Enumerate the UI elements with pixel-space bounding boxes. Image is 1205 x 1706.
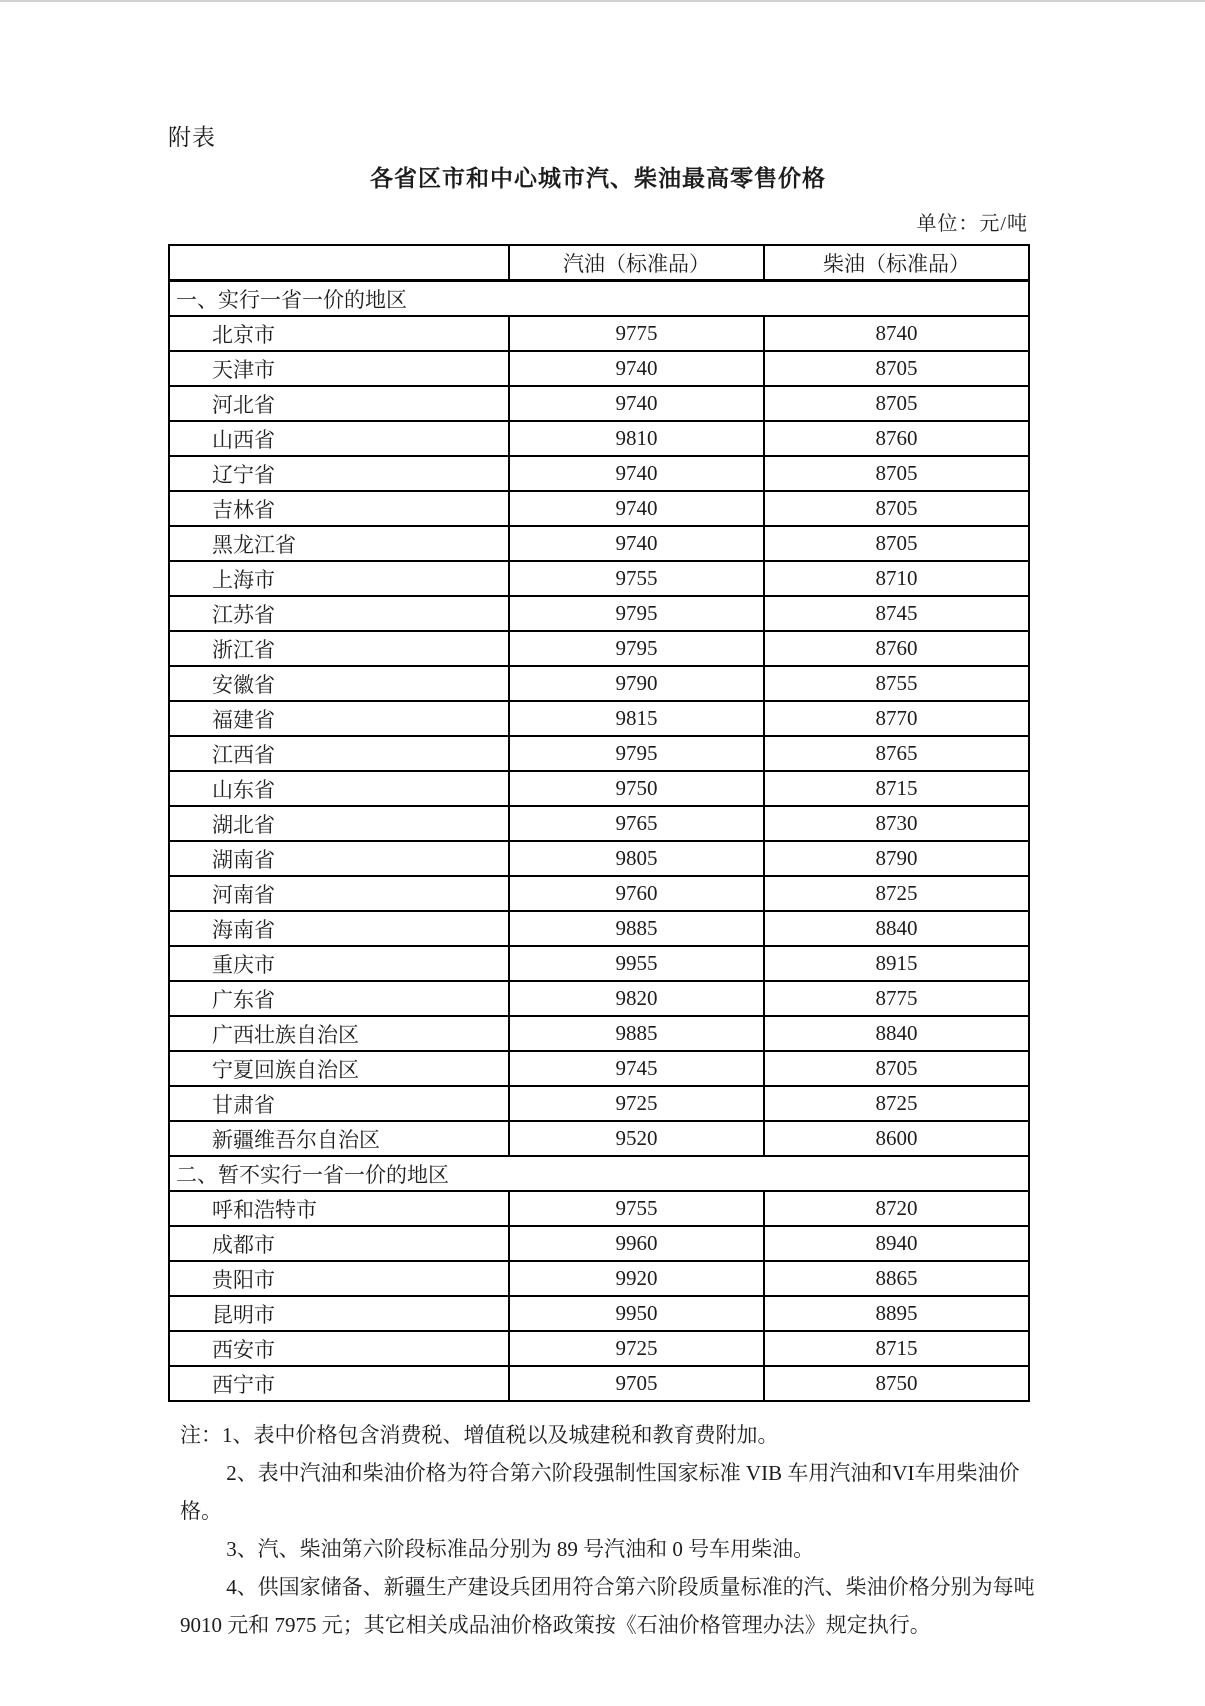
- table-row: [169, 1121, 1029, 1156]
- table-row: [169, 1016, 1029, 1051]
- region-cell: 西宁市: [169, 1366, 509, 1401]
- region-cell: 江西省: [169, 736, 509, 771]
- diesel-price-cell: 8840: [764, 1016, 1029, 1051]
- gasoline-price-cell: 9960: [509, 1226, 764, 1261]
- table-row: [169, 981, 1029, 1016]
- table-row: [169, 1296, 1029, 1331]
- table-row: [169, 1331, 1029, 1366]
- region-cell: 广东省: [169, 981, 509, 1016]
- gasoline-price-cell: 9920: [509, 1261, 764, 1296]
- document-content: [168, 2, 1035, 1644]
- table-row: [169, 596, 1029, 631]
- gasoline-price-cell: 9795: [509, 596, 764, 631]
- notes-section: [168, 1416, 1046, 1644]
- diesel-price-cell: 8765: [764, 736, 1029, 771]
- header-region: [169, 245, 509, 281]
- gasoline-price-cell: 9725: [509, 1331, 764, 1366]
- table-row: [169, 946, 1029, 981]
- table-row: [169, 876, 1029, 911]
- table-row: [169, 631, 1029, 666]
- diesel-price-cell: 8840: [764, 911, 1029, 946]
- region-cell: 西安市: [169, 1331, 509, 1366]
- table-row: [169, 351, 1029, 386]
- diesel-price-cell: 8710: [764, 561, 1029, 596]
- gasoline-price-cell: 9740: [509, 351, 764, 386]
- diesel-price-cell: 8740: [764, 316, 1029, 351]
- note-paragraph: 2、表中汽油和柴油价格为符合第六阶段强制性国家标准 VIB 车用汽油和VI车用柴油价格。: [180, 1461, 1020, 1523]
- header-diesel: 柴油（标准品）: [764, 245, 1029, 281]
- region-cell: 湖北省: [169, 806, 509, 841]
- gasoline-price-cell: 9755: [509, 1191, 764, 1226]
- region-cell: 河南省: [169, 876, 509, 911]
- diesel-price-cell: 8775: [764, 981, 1029, 1016]
- region-cell: 广西壮族自治区: [169, 1016, 509, 1051]
- region-cell: 辽宁省: [169, 456, 509, 491]
- gasoline-price-cell: 9950: [509, 1296, 764, 1331]
- unit-label: 单位：元/吨: [916, 213, 1028, 235]
- gasoline-price-cell: 9795: [509, 736, 764, 771]
- gasoline-price-cell: 9790: [509, 666, 764, 701]
- page-title: 各省区市和中心城市汽、柴油最高零售价格: [370, 166, 826, 191]
- diesel-price-cell: 8865: [764, 1261, 1029, 1296]
- table-body: [169, 281, 1029, 1402]
- gasoline-price-cell: 9820: [509, 981, 764, 1016]
- diesel-price-cell: 8720: [764, 1191, 1029, 1226]
- table-header-row: [169, 245, 1029, 281]
- gasoline-price-cell: 9740: [509, 386, 764, 421]
- gasoline-price-cell: 9775: [509, 316, 764, 351]
- table-row: [169, 1051, 1029, 1086]
- table-row: [169, 1366, 1029, 1401]
- gasoline-price-cell: 9750: [509, 771, 764, 806]
- table-row: [169, 316, 1029, 351]
- table-row: [169, 841, 1029, 876]
- region-cell: 呼和浩特市: [169, 1191, 509, 1226]
- table-row: [169, 526, 1029, 561]
- gasoline-price-cell: 9755: [509, 561, 764, 596]
- region-cell: 贵阳市: [169, 1261, 509, 1296]
- note-paragraph: 3、汽、柴油第六阶段标准品分别为 89 号汽油和 0 号车用柴油。: [226, 1537, 815, 1561]
- gasoline-price-cell: 9725: [509, 1086, 764, 1121]
- region-cell: 上海市: [169, 561, 509, 596]
- region-cell: 山西省: [169, 421, 509, 456]
- diesel-price-cell: 8760: [764, 421, 1029, 456]
- region-cell: 江苏省: [169, 596, 509, 631]
- price-table: [168, 244, 1030, 1402]
- table-row: [169, 736, 1029, 771]
- diesel-price-cell: 8895: [764, 1296, 1029, 1331]
- region-cell: 昆明市: [169, 1296, 509, 1331]
- diesel-price-cell: 8715: [764, 1331, 1029, 1366]
- gasoline-price-cell: 9740: [509, 456, 764, 491]
- gasoline-price-cell: 9885: [509, 911, 764, 946]
- diesel-price-cell: 8725: [764, 1086, 1029, 1121]
- region-cell: 海南省: [169, 911, 509, 946]
- section-heading: 二、暂不实行一省一价的地区: [169, 1156, 1029, 1191]
- diesel-price-cell: 8750: [764, 1366, 1029, 1401]
- region-cell: 福建省: [169, 701, 509, 736]
- diesel-price-cell: 8705: [764, 526, 1029, 561]
- table-row: [169, 1191, 1029, 1226]
- region-cell: 山东省: [169, 771, 509, 806]
- table-row: [169, 561, 1029, 596]
- region-cell: 成都市: [169, 1226, 509, 1261]
- region-cell: 浙江省: [169, 631, 509, 666]
- gasoline-price-cell: 9760: [509, 876, 764, 911]
- diesel-price-cell: 8705: [764, 491, 1029, 526]
- region-cell: 新疆维吾尔自治区: [169, 1121, 509, 1156]
- gasoline-price-cell: 9810: [509, 421, 764, 456]
- table-row: [169, 421, 1029, 456]
- diesel-price-cell: 8790: [764, 841, 1029, 876]
- section-heading-row: [169, 1156, 1029, 1191]
- section-heading-row: [169, 281, 1029, 317]
- table-row: [169, 1226, 1029, 1261]
- region-cell: 黑龙江省: [169, 526, 509, 561]
- diesel-price-cell: 8760: [764, 631, 1029, 666]
- note-paragraph: 注：1、表中价格包含消费税、增值税以及城建税和教育费附加。: [180, 1423, 779, 1447]
- region-cell: 安徽省: [169, 666, 509, 701]
- region-cell: 宁夏回族自治区: [169, 1051, 509, 1086]
- region-cell: 吉林省: [169, 491, 509, 526]
- diesel-price-cell: 8745: [764, 596, 1029, 631]
- gasoline-price-cell: 9815: [509, 701, 764, 736]
- appendix-label: 附表: [168, 125, 216, 150]
- region-cell: 天津市: [169, 351, 509, 386]
- diesel-price-cell: 8940: [764, 1226, 1029, 1261]
- diesel-price-cell: 8730: [764, 806, 1029, 841]
- gasoline-price-cell: 9805: [509, 841, 764, 876]
- gasoline-price-cell: 9795: [509, 631, 764, 666]
- table-row: [169, 771, 1029, 806]
- table-row: [169, 666, 1029, 701]
- section-heading: 一、实行一省一价的地区: [169, 281, 1029, 317]
- region-cell: 重庆市: [169, 946, 509, 981]
- note-paragraph: 4、供国家储备、新疆生产建设兵团用符合第六阶段质量标准的汽、柴油价格分别为每吨 9010 元和 7975 元；其它相关成品油价格政策按《石油价格管理办法》规定执行。: [180, 1575, 1035, 1637]
- region-cell: 甘肃省: [169, 1086, 509, 1121]
- header-gasoline: 汽油（标准品）: [509, 245, 764, 281]
- diesel-price-cell: 8705: [764, 386, 1029, 421]
- diesel-price-cell: 8705: [764, 351, 1029, 386]
- diesel-price-cell: 8725: [764, 876, 1029, 911]
- gasoline-price-cell: 9705: [509, 1366, 764, 1401]
- diesel-price-cell: 8755: [764, 666, 1029, 701]
- gasoline-price-cell: 9765: [509, 806, 764, 841]
- table-row: [169, 1261, 1029, 1296]
- table-row: [169, 806, 1029, 841]
- diesel-price-cell: 8600: [764, 1121, 1029, 1156]
- diesel-price-cell: 8915: [764, 946, 1029, 981]
- gasoline-price-cell: 9520: [509, 1121, 764, 1156]
- table-row: [169, 456, 1029, 491]
- gasoline-price-cell: 9745: [509, 1051, 764, 1086]
- region-cell: 河北省: [169, 386, 509, 421]
- table-row: [169, 701, 1029, 736]
- gasoline-price-cell: 9740: [509, 491, 764, 526]
- diesel-price-cell: 8770: [764, 701, 1029, 736]
- table-row: [169, 1086, 1029, 1121]
- gasoline-price-cell: 9955: [509, 946, 764, 981]
- gasoline-price-cell: 9885: [509, 1016, 764, 1051]
- region-cell: 北京市: [169, 316, 509, 351]
- table-row: [169, 911, 1029, 946]
- table-row: [169, 491, 1029, 526]
- diesel-price-cell: 8705: [764, 1051, 1029, 1086]
- table-row: [169, 386, 1029, 421]
- diesel-price-cell: 8715: [764, 771, 1029, 806]
- gasoline-price-cell: 9740: [509, 526, 764, 561]
- diesel-price-cell: 8705: [764, 456, 1029, 491]
- region-cell: 湖南省: [169, 841, 509, 876]
